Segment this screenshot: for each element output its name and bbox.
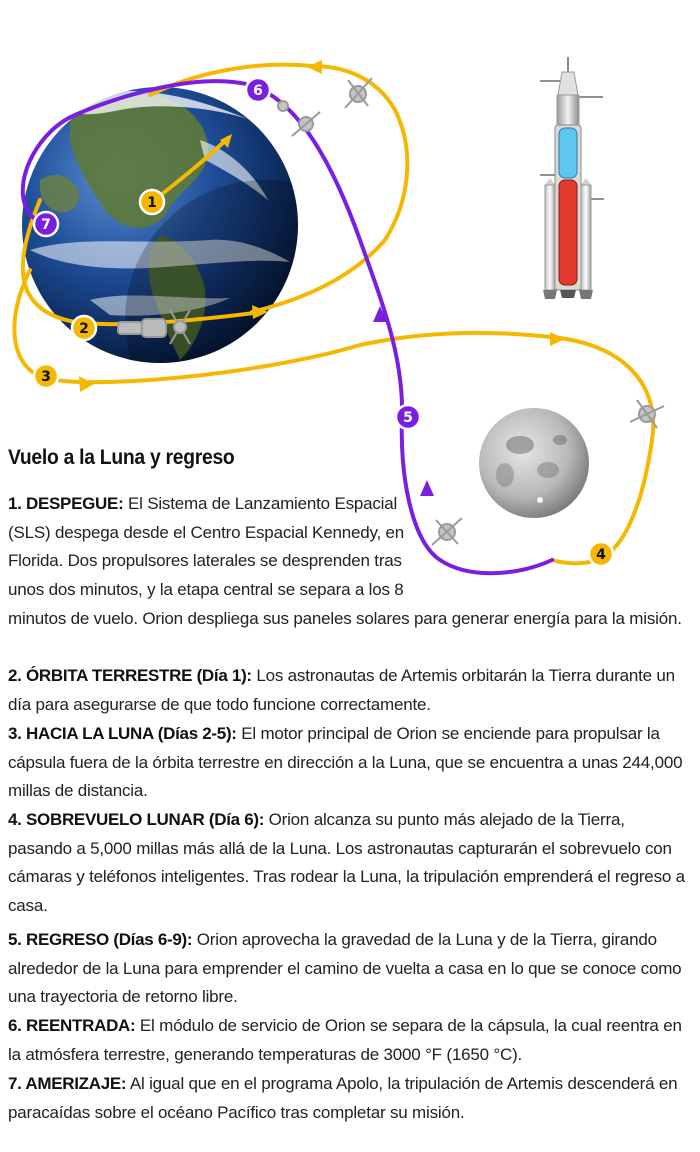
step-marker-label: 5 [403, 410, 413, 426]
step-2-paragraph [8, 662, 692, 719]
spacecraft-icon [345, 78, 372, 108]
step-marker-4 [589, 542, 613, 566]
spacecraft-icon [630, 400, 664, 428]
step-marker-7 [34, 212, 58, 236]
step-text: El motor principal de Orion se enciende para propulsar la cápsula fuera de la órbita terrestre en dirección a la Luna, que se encuentra a unas 244,000 millas de distancia. [8, 724, 683, 800]
moon [479, 408, 589, 518]
step-marker-label: 6 [253, 83, 263, 99]
step-text: Al igual que en el programa Apolo, la tripulación de Artemis descenderá en paracaídas sobre el océano Pacífico tras completar su misión. [8, 1074, 678, 1122]
step-3-paragraph [8, 720, 692, 806]
spacecraft-icon [432, 518, 462, 545]
step-marker-5 [396, 405, 420, 429]
step-marker-6 [246, 78, 270, 102]
step-1-paragraph [8, 490, 413, 604]
step-text: El Sistema de Lanzamiento Espacial (SLS) despega desde el Centro Espacial Kennedy, en Florida. Dos propulsores laterales se desprenden tras unos dos minutos, y la etapa central se separa a los 8 [8, 494, 405, 599]
step-heading: 4. SOBREVUELO LUNAR (Día 6): [8, 810, 265, 829]
step-heading: 6. REENTRADA: [8, 1016, 136, 1035]
step-heading: 3. HACIA LA LUNA (Días 2-5): [8, 724, 237, 743]
sls-rocket-icon [540, 57, 604, 299]
step-text: Orion aprovecha la gravedad de la Luna y de la Tierra, girando alrededor de la Luna para emprender el camino de vuelta a casa en lo que se conoce como una trayectoria de retorno libre. [8, 930, 682, 1006]
step-marker-label: 1 [147, 195, 157, 211]
step-heading: 1. DESPEGUE: [8, 494, 124, 513]
step-text: Los astronautas de Artemis orbitarán la Tierra durante un día para asegurarse de que todo funcione correctamente. [8, 666, 675, 714]
step-5-paragraph [8, 926, 692, 1012]
step-7-paragraph [8, 1070, 692, 1127]
step-4-paragraph [8, 806, 692, 920]
step-marker-label: 4 [596, 547, 606, 563]
step-heading: 5. REGRESO (Días 6-9): [8, 930, 193, 949]
page-title: Vuelo a la Luna y regreso [8, 446, 235, 469]
step-marker-3 [34, 364, 58, 388]
step-6-paragraph [8, 1012, 692, 1069]
step-marker-label: 3 [41, 369, 51, 385]
step-1-continuation: minutos de vuelo. Orion despliega sus paneles solares para generar energía para la misión. [8, 609, 682, 628]
step-marker-1 [140, 190, 164, 214]
step-heading: 7. AMERIZAJE: [8, 1074, 127, 1093]
step-marker-label: 2 [79, 321, 89, 337]
step-text: Orion alcanza su punto más alejado de la Tierra, pasando a 5,000 millas más allá de la Luna. Los astronautas capturarán el sobrevuelo con cámaras y teléfonos inteligentes. Tras rodear la Luna, la tripulación emprenderá el regreso a casa. [8, 810, 685, 915]
step-text: El módulo de servicio de Orion se separa de la cápsula, la cual reentra en la atmósfera terrestre, generando temperaturas de 3000 °F (1650 °C). [8, 1016, 682, 1064]
step-marker-label: 7 [41, 217, 51, 233]
step-heading: 2. ÓRBITA TERRESTRE (Día 1): [8, 666, 252, 685]
step-marker-2 [72, 316, 96, 340]
